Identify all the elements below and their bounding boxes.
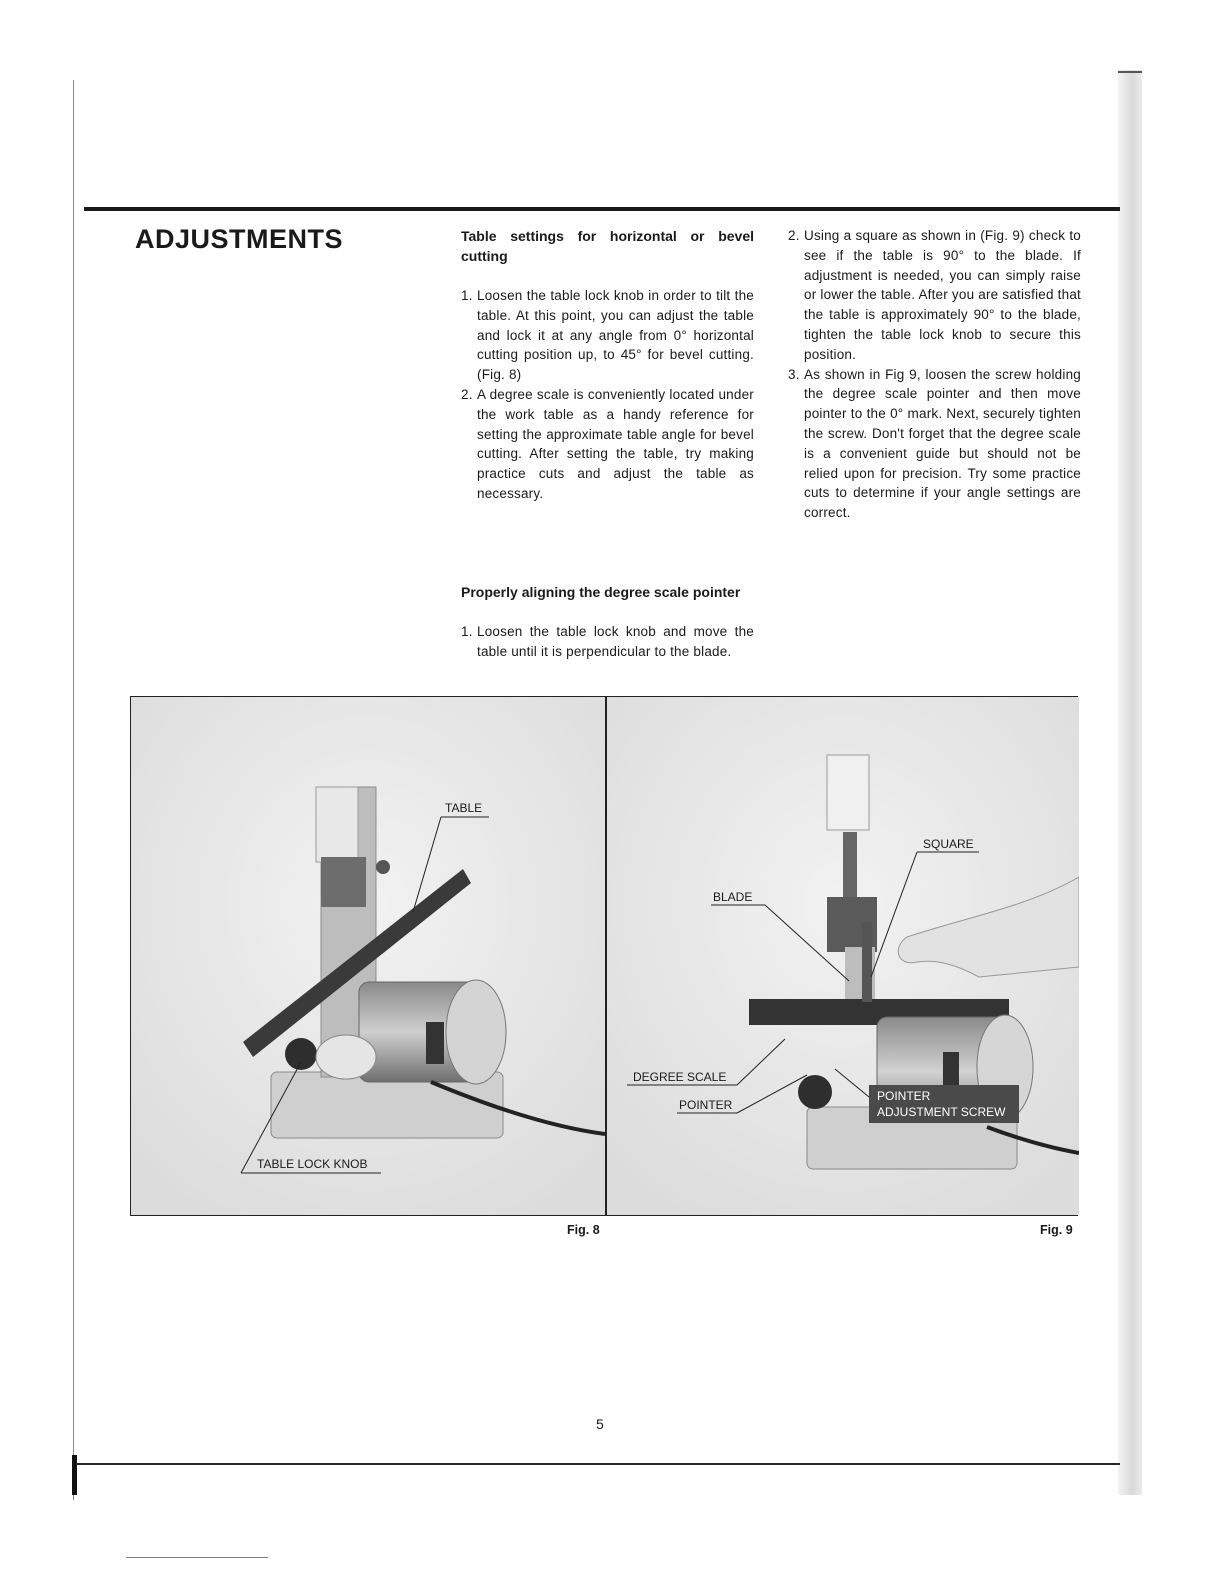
callout-pointer-adj-line1: POINTER [877, 1089, 931, 1103]
pointer-alignment-steps-part1 [461, 622, 754, 662]
page-edge-mark [72, 1455, 77, 1495]
motor-end-cap [446, 980, 506, 1084]
blade-holder [321, 857, 366, 907]
step-number: 2. [461, 386, 473, 402]
scan-artifact-line [126, 1557, 268, 1558]
callout-degree-scale: DEGREE SCALE [633, 1070, 727, 1084]
figures-panel [130, 696, 1078, 1216]
pointer-alignment-continued [788, 226, 1081, 523]
table-lock-knob [798, 1075, 832, 1109]
page-edge-left [73, 80, 74, 1500]
power-switch [943, 1052, 959, 1090]
page-number: 5 [596, 1416, 604, 1432]
step-number: 1. [461, 624, 473, 639]
callout-table-lock-knob: TABLE LOCK KNOB [257, 1157, 368, 1171]
callout-pointer-adj-line2: ADJUSTMENT SCREW [877, 1105, 1006, 1119]
table-settings-steps [461, 286, 754, 504]
section-title: ADJUSTMENTS [135, 224, 344, 254]
blade-guard [827, 755, 869, 830]
header-rule [84, 207, 1120, 211]
callout-square: SQUARE [923, 837, 974, 851]
fig9-caption: Fig. 9 [1040, 1223, 1073, 1237]
fig9-illustration [607, 697, 1079, 1215]
table-lock-knob [285, 1038, 317, 1070]
step-number: 1. [461, 288, 473, 303]
pointer-alignment-section [461, 582, 754, 662]
page-edge-right-tick [1118, 71, 1142, 73]
table-settings-heading: Table settings for horizontal or bevel cutting [461, 228, 754, 264]
blade-guard [316, 787, 358, 862]
step-text: Loosen the table lock knob and move the table until it is perpendicular to the blade. [477, 624, 754, 659]
list-item [788, 365, 1081, 523]
callout-pointer: POINTER [679, 1098, 733, 1112]
page-edge-right-shadow [1118, 70, 1142, 1495]
fig8-caption: Fig. 8 [567, 1223, 600, 1237]
step-number: 2. [788, 228, 800, 243]
footer-rule [76, 1463, 1120, 1465]
pointer-alignment-steps-part2 [788, 226, 1081, 523]
fig8-illustration [131, 697, 605, 1215]
list-item [461, 622, 754, 662]
square-tool [862, 922, 872, 1002]
step-text: A degree scale is conveniently located under the work table as a handy reference for setting the approximate table angle for bevel cutting. After setting the table, try making practice cuts and adjust the table as necessary. [477, 386, 754, 501]
callout-blade: BLADE [713, 890, 753, 904]
callout-table: TABLE [445, 801, 483, 815]
power-switch [426, 1022, 444, 1064]
list-item [788, 226, 1081, 365]
step-text: As shown in Fig 9, loosen the screw holding the degree scale pointer and then move pointer to the 0° mark. Next, securely tighten the screw. Don't forget that the degree scale is a convenient guide but should not be relied upon for precision. Try some practice cuts to determine if your angle settings are correct. [804, 366, 1081, 521]
list-item [461, 286, 754, 385]
tilt-mechanism [316, 1035, 376, 1079]
pointer-alignment-heading: Properly aligning the degree scale pointer [461, 584, 741, 600]
step-number: 3. [788, 366, 800, 382]
step-text: Loosen the table lock knob in order to tilt the table. At this point, you can adjust the table and lock it at any angle from 0° horizontal cutting position up, to 45° for bevel cutting. (Fig. 8) [477, 288, 754, 383]
step-text: Using a square as shown in (Fig. 9) check to see if the table is 90° to the blade. If adjustment is needed, you can simply raise or lower the table. After you are satisfied that the table is approximately 90° to the blade, tighten the table lock knob to secure this position. [804, 228, 1081, 362]
blade-spring [843, 832, 857, 902]
list-item [461, 385, 754, 504]
table-settings-section [461, 226, 754, 504]
adjust-knob [376, 860, 390, 874]
